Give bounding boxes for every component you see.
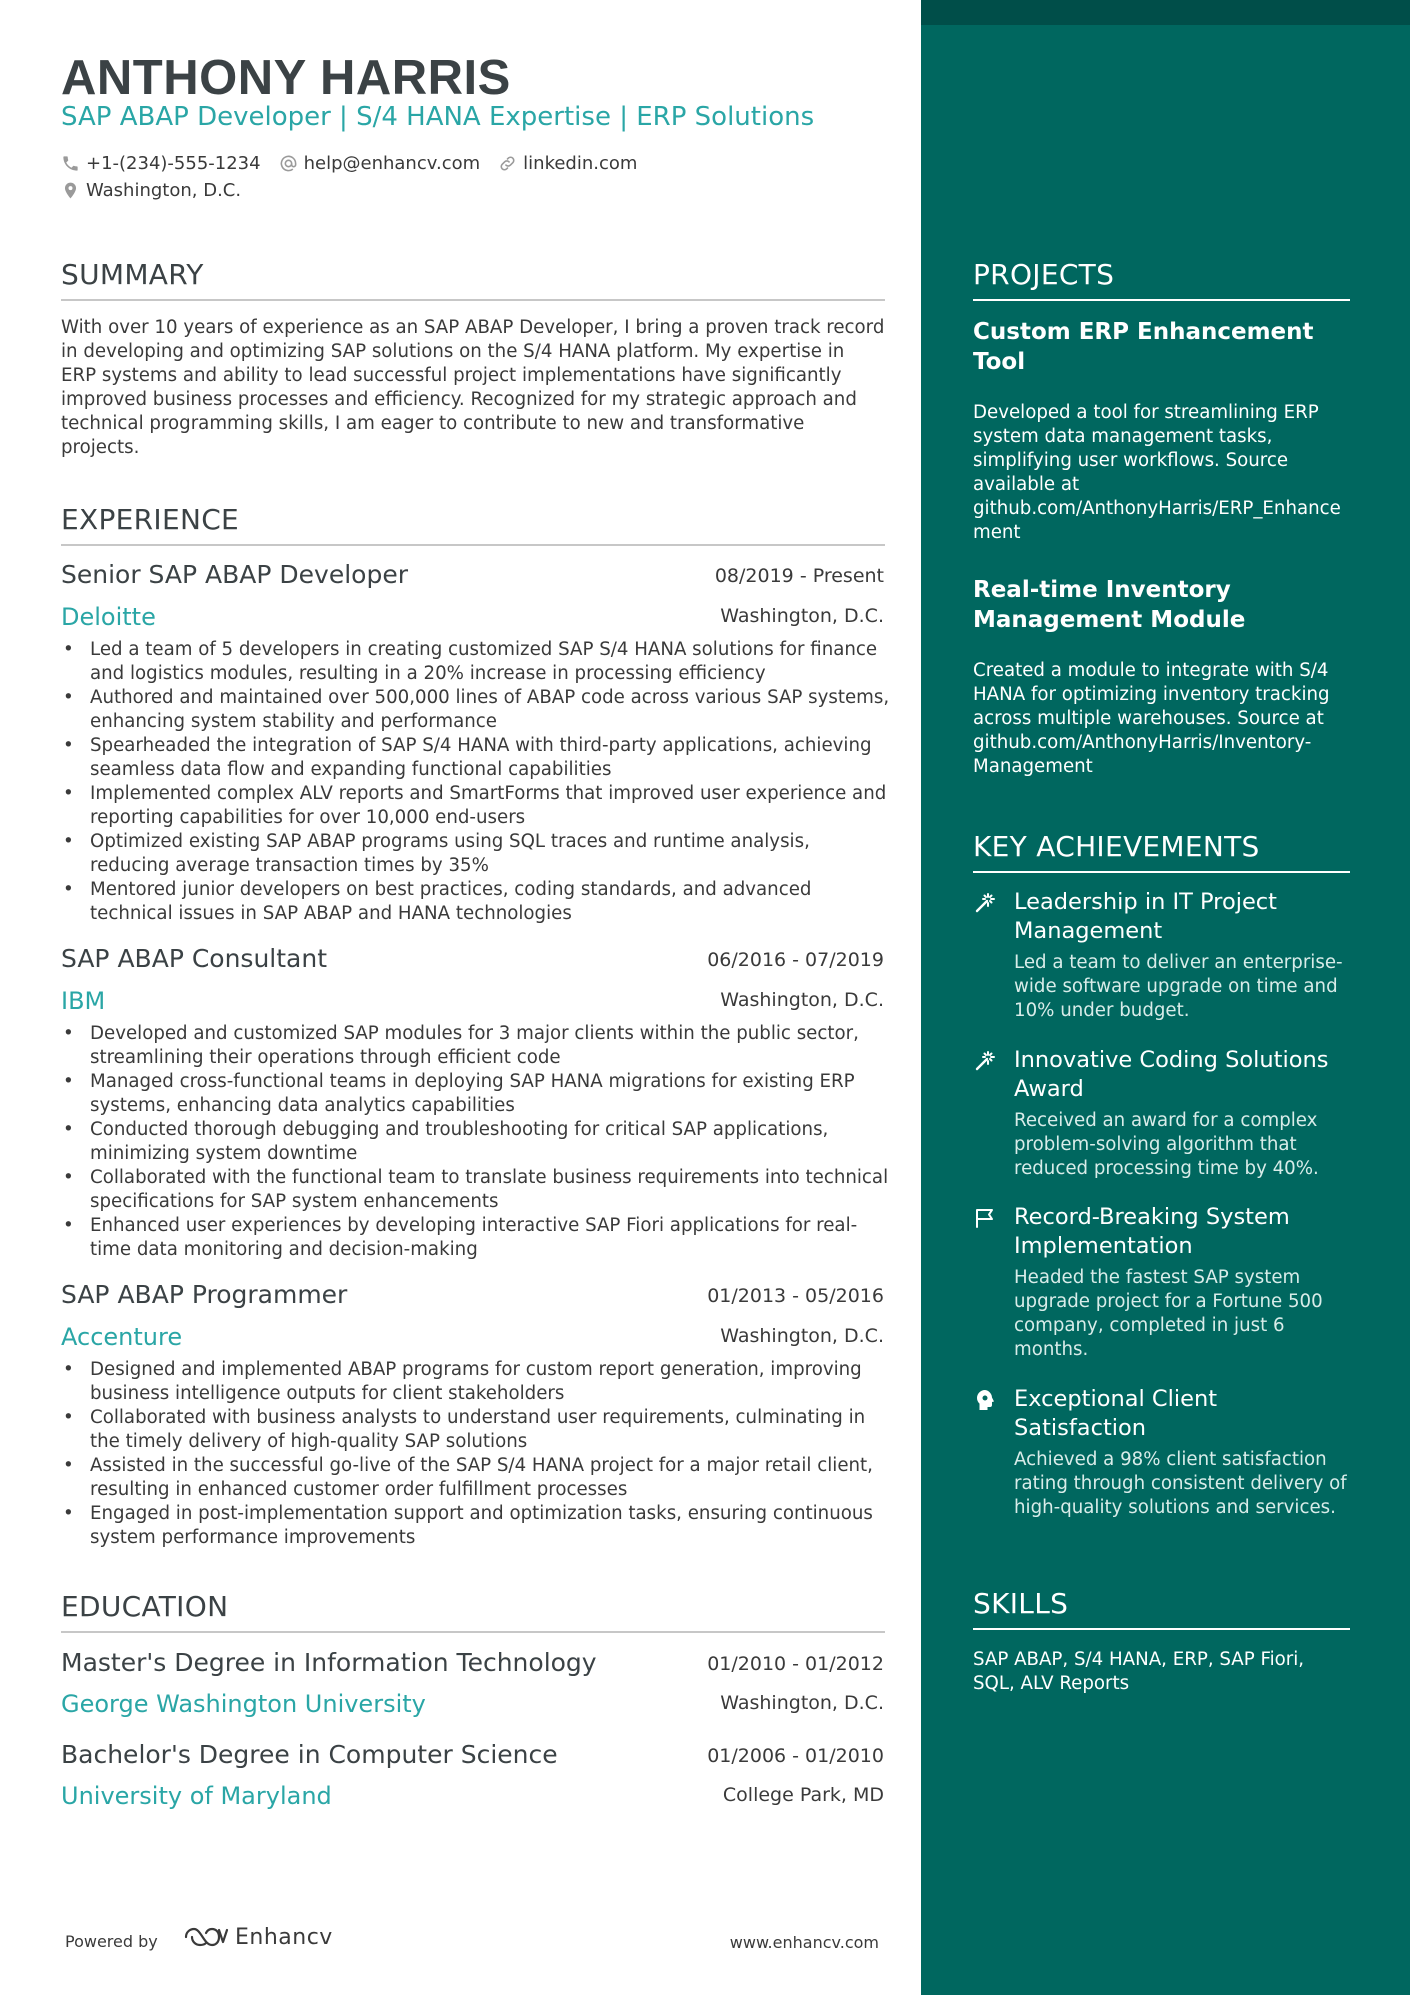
- bullet-item: • Developed and customized SAP modules for 3 major clients within the public sector, streamlining their operations through efficient code: [61, 1022, 891, 1070]
- contact-location: [61, 180, 241, 201]
- achievement-description: Led a team to deliver an enterprise-wide software upgrade on time and 10% under budget.: [1014, 952, 1343, 1021]
- school-name: University of Maryland: [61, 1782, 332, 1810]
- linkedin-text: linkedin.com: [523, 153, 638, 174]
- project-title: Custom ERP Enhancement Tool: [973, 319, 1314, 375]
- summary-text: With over 10 years of experience as an SAP ABAP Developer, I bring a proven track record in developing and optimizing SAP solutions on the S/4 HANA platform. My expertise in ERP systems and ability to lead successful project implementations have significantly improved business processes and efficiency. Recognized for my strategic approach and technical programming skills, I am eager to contribute to new and transformative projects.: [61, 317, 885, 458]
- achievement-description: Achieved a 98% client satisfaction rating through consistent delivery of high-quality solutions and services.: [1014, 1449, 1347, 1518]
- school-name: George Washington University: [61, 1690, 426, 1718]
- bullet-item: • Enhanced user experiences by developing interactive SAP Fiori applications for real-time data monitoring and decision-making: [61, 1214, 891, 1262]
- achievement-title: Exceptional Client Satisfaction: [1014, 1386, 1218, 1441]
- bullet-item: • Engaged in post-implementation support and optimization tasks, ensuring continuous system performance improvements: [61, 1502, 891, 1550]
- job-bullets: [61, 1358, 891, 1550]
- bullet-item: • Implemented complex ALV reports and SmartForms that improved user experience and reporting capabilities for over 10,000 end-users: [61, 782, 891, 830]
- at-icon: [279, 154, 298, 173]
- enhancv-logo-icon: [183, 1924, 229, 1950]
- bullet-item: • Conducted thorough debugging and troubleshooting for critical SAP applications, minimizing system downtime: [61, 1118, 891, 1166]
- job-company: Deloitte: [61, 603, 156, 631]
- wand-icon: [973, 1049, 997, 1073]
- job-title: Senior SAP ABAP Developer: [61, 560, 408, 589]
- bullet-item: • Authored and maintained over 500,000 lines of ABAP code across various SAP systems, enhancing system stability and performance: [61, 686, 891, 734]
- contact-row-1: [61, 153, 655, 174]
- bullet-item: • Designed and implemented ABAP programs for custom report generation, improving business intelligence outputs for client stakeholders: [61, 1358, 891, 1406]
- phone-text: +1-(234)-555-1234: [86, 153, 261, 174]
- job-location: Washington, D.C.: [720, 989, 884, 1011]
- job-dates: 06/2016 - 07/2019: [707, 949, 884, 971]
- job-title: SAP ABAP Programmer: [61, 1280, 348, 1309]
- project-description: Developed a tool for streamlining ERP system data management tasks, simplifying user workflows. Source available at github.com/AnthonyHarris/ERP_Enhancement: [973, 402, 1341, 543]
- achievement-title: Record-Breaking System Implementation: [1014, 1204, 1290, 1259]
- bullet-item: • Optimized existing SAP ABAP programs using SQL traces and runtime analysis, reducing average transaction times by 35%: [61, 830, 891, 878]
- contact-email[interactable]: [279, 153, 481, 174]
- achievement-description: Received an award for a complex problem-solving algorithm that reduced processing time by 40%.: [1014, 1110, 1319, 1179]
- achievement-description: Headed the fastest SAP system upgrade project for a Fortune 500 company, completed in just 6 months.: [1014, 1267, 1323, 1360]
- sidebar: [921, 0, 1410, 1995]
- enhancv-logo[interactable]: [183, 1924, 333, 1950]
- location-pin-icon: [61, 181, 80, 200]
- enhancv-brand-text: Enhancv: [235, 1924, 333, 1950]
- job-bullets: [61, 638, 891, 926]
- sidebar-top-bar: [921, 0, 1410, 25]
- school-location: College Park, MD: [722, 1784, 884, 1806]
- head-icon: [973, 1388, 997, 1412]
- contact-row-2: [61, 180, 259, 201]
- school-location: Washington, D.C.: [720, 1692, 884, 1714]
- job-dates: 01/2013 - 05/2016: [707, 1285, 884, 1307]
- job-dates: 08/2019 - Present: [714, 565, 884, 587]
- project-description: Created a module to integrate with S/4 HANA for optimizing inventory tracking across multiple warehouses. Source at github.com/AnthonyHarris/Inventory-Management: [973, 660, 1330, 777]
- education-heading: EDUCATION: [61, 1590, 885, 1633]
- contact-phone: [61, 153, 261, 174]
- projects-heading: PROJECTS: [973, 258, 1350, 301]
- achievement-title: Innovative Coding Solutions Award: [1014, 1047, 1329, 1102]
- contact-linkedin[interactable]: [498, 153, 637, 174]
- job-company: Accenture: [61, 1323, 183, 1351]
- link-icon: [498, 154, 517, 173]
- achievement-title: Leadership in IT Project Management: [1014, 889, 1277, 944]
- degree-title: Bachelor's Degree in Computer Science: [61, 1740, 558, 1769]
- project-title: Real-time Inventory Management Module: [973, 577, 1246, 633]
- wand-icon: [973, 891, 997, 915]
- location-text: Washington, D.C.: [86, 180, 242, 201]
- job-title: SAP ABAP Consultant: [61, 944, 328, 973]
- bullet-item: • Led a team of 5 developers in creating customized SAP S/4 HANA solutions for finance and logistics modules, resulting in a 20% increase in processing efficiency: [61, 638, 891, 686]
- email-text: help@enhancv.com: [303, 153, 481, 174]
- degree-dates: 01/2006 - 01/2010: [707, 1745, 884, 1767]
- job-company: IBM: [61, 987, 106, 1015]
- flag-icon: [973, 1206, 997, 1230]
- bullet-item: • Managed cross-functional teams in deploying SAP HANA migrations for existing ERP systems, enhancing data analytics capabilities: [61, 1070, 891, 1118]
- candidate-tagline: SAP ABAP Developer | S/4 HANA Expertise | ERP Solutions: [61, 102, 815, 132]
- experience-heading: EXPERIENCE: [61, 503, 885, 546]
- job-bullets: [61, 1022, 891, 1262]
- bullet-item: • Spearheaded the integration of SAP S/4 HANA with third-party applications, achieving seamless data flow and expanding functional capabilities: [61, 734, 891, 782]
- powered-by-label: Powered by: [65, 1932, 158, 1951]
- skills-heading: SKILLS: [973, 1587, 1350, 1630]
- bullet-item: • Collaborated with the functional team to translate business requirements into technical specifications for SAP system enhancements: [61, 1166, 891, 1214]
- website-link[interactable]: www.enhancv.com: [729, 1933, 879, 1952]
- candidate-name: ANTHONY HARRIS: [61, 51, 511, 105]
- bullet-item: • Assisted in the successful go-live of the SAP S/4 HANA project for a major retail client, resulting in enhanced customer order fulfillment processes: [61, 1454, 891, 1502]
- degree-title: Master's Degree in Information Technology: [61, 1648, 597, 1677]
- job-location: Washington, D.C.: [720, 1325, 884, 1347]
- phone-icon: [61, 154, 80, 173]
- achievements-heading: KEY ACHIEVEMENTS: [973, 830, 1350, 873]
- skills-list: SAP ABAP, S/4 HANA, ERP, SAP Fiori, SQL, ALV Reports: [973, 1649, 1305, 1694]
- summary-heading: SUMMARY: [61, 258, 885, 301]
- degree-dates: 01/2010 - 01/2012: [707, 1653, 884, 1675]
- bullet-item: • Collaborated with business analysts to understand user requirements, culminating in the timely delivery of high-quality SAP solutions: [61, 1406, 891, 1454]
- bullet-item: • Mentored junior developers on best practices, coding standards, and advanced technical issues in SAP ABAP and HANA technologies: [61, 878, 891, 926]
- job-location: Washington, D.C.: [720, 605, 884, 627]
